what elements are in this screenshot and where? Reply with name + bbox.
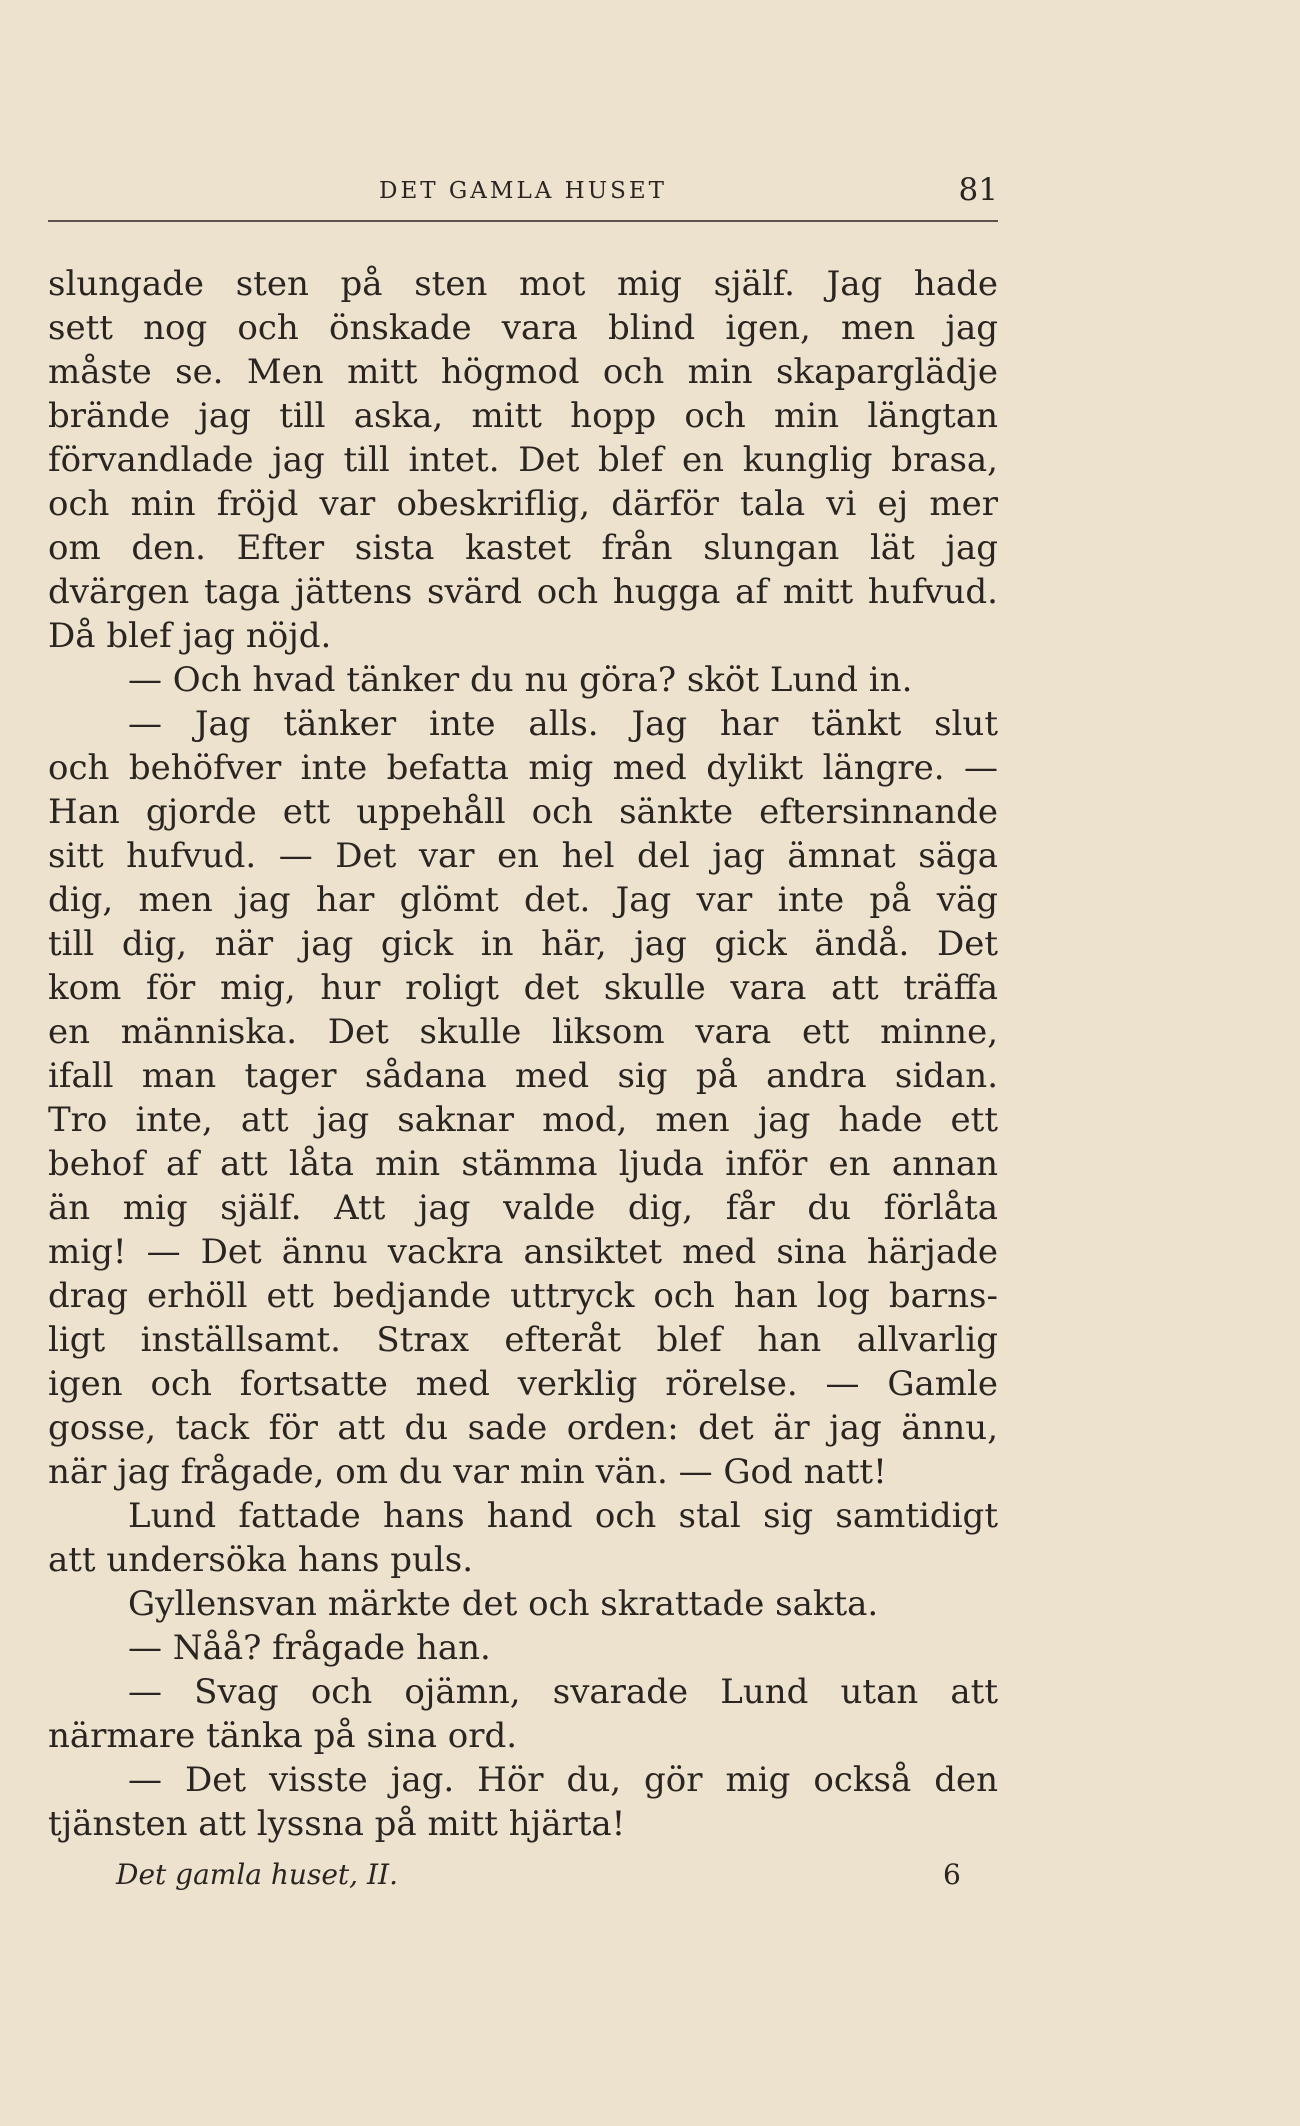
text-line: om den. Efter sista kastet från slungan lät jag xyxy=(48,528,998,568)
text-line: dvärgen taga jättens svärd och hugga af mitt hufvud. xyxy=(48,572,998,612)
text-line: och min fröjd var obeskriflig, därför tala vi ej mer xyxy=(48,484,998,524)
text-line: ligt inställsamt. Strax efteråt blef han allvarlig xyxy=(48,1320,998,1360)
text-line: sitt hufvud. — Det var en hel del jag ämnat säga xyxy=(48,836,998,876)
text-line: behof af att låta min stämma ljuda inför en annan xyxy=(48,1144,998,1184)
text-line: dig, men jag har glömt det. Jag var inte på väg xyxy=(48,880,998,920)
text-line: — Det visste jag. Hör du, gör mig också den xyxy=(128,1760,998,1800)
running-head xyxy=(48,172,998,212)
running-head-title: DET GAMLA HUSET xyxy=(379,178,667,204)
text-line: sett nog och önskade vara blind igen, men jag xyxy=(48,308,998,348)
text-line: och behöfver inte befatta mig med dylikt längre. — xyxy=(48,748,998,788)
text-line: Lund fattade hans hand och stal sig samtidigt xyxy=(128,1496,998,1536)
text-line: Han gjorde ett uppehåll och sänkte eftersinnande xyxy=(48,792,998,832)
text-line: måste se. Men mitt högmod och min skaparglädje xyxy=(48,352,998,392)
text-line: — Jag tänker inte alls. Jag har tänkt slut xyxy=(128,704,998,744)
text-line: till dig, när jag gick in här, jag gick ändå. Det xyxy=(48,924,998,964)
text-line: tjänsten att lyssna på mitt hjärta! xyxy=(48,1804,626,1844)
text-line: drag erhöll ett bedjande uttryck och han log barns- xyxy=(48,1276,998,1316)
text-line: närmare tänka på sina ord. xyxy=(48,1716,518,1756)
text-line: en människa. Det skulle liksom vara ett minne, xyxy=(48,1012,998,1052)
page-number: 81 xyxy=(958,172,998,208)
text-line: Tro inte, att jag saknar mod, men jag hade ett xyxy=(48,1100,998,1140)
body-text xyxy=(48,262,998,1846)
header-rule xyxy=(48,220,998,222)
text-line: — Svag och ojämn, svarade Lund utan att xyxy=(128,1672,998,1712)
text-line: — Nåå? frågade han. xyxy=(128,1628,491,1668)
text-line: igen och fortsatte med verklig rörelse. — Gamle xyxy=(48,1364,998,1404)
text-line: att undersöka hans puls. xyxy=(48,1540,474,1580)
signature-title: Det gamla huset, II. xyxy=(116,1858,398,1891)
signature-mark: 6 xyxy=(943,1858,961,1891)
text-line: gosse, tack för att du sade orden: det är jag ännu, xyxy=(48,1408,998,1448)
text-line: mig! — Det ännu vackra ansiktet med sina härjade xyxy=(48,1232,998,1272)
text-line: Då blef jag nöjd. xyxy=(48,616,332,656)
text-line: Gyllensvan märkte det och skrattade sakta. xyxy=(128,1584,879,1624)
text-line: kom för mig, hur roligt det skulle vara att träffa xyxy=(48,968,998,1008)
signature-line xyxy=(48,1858,998,1898)
text-line: brände jag till aska, mitt hopp och min längtan xyxy=(48,396,998,436)
text-line: ifall man tager sådana med sig på andra sidan. xyxy=(48,1056,998,1096)
text-line: när jag frågade, om du var min vän. — God natt! xyxy=(48,1452,887,1492)
text-line: förvandlade jag till intet. Det blef en kunglig brasa, xyxy=(48,440,998,480)
text-line: än mig själf. Att jag valde dig, får du förlåta xyxy=(48,1188,998,1228)
text-line: — Och hvad tänker du nu göra? sköt Lund in. xyxy=(128,660,913,700)
text-line: slungade sten på sten mot mig själf. Jag hade xyxy=(48,264,998,304)
